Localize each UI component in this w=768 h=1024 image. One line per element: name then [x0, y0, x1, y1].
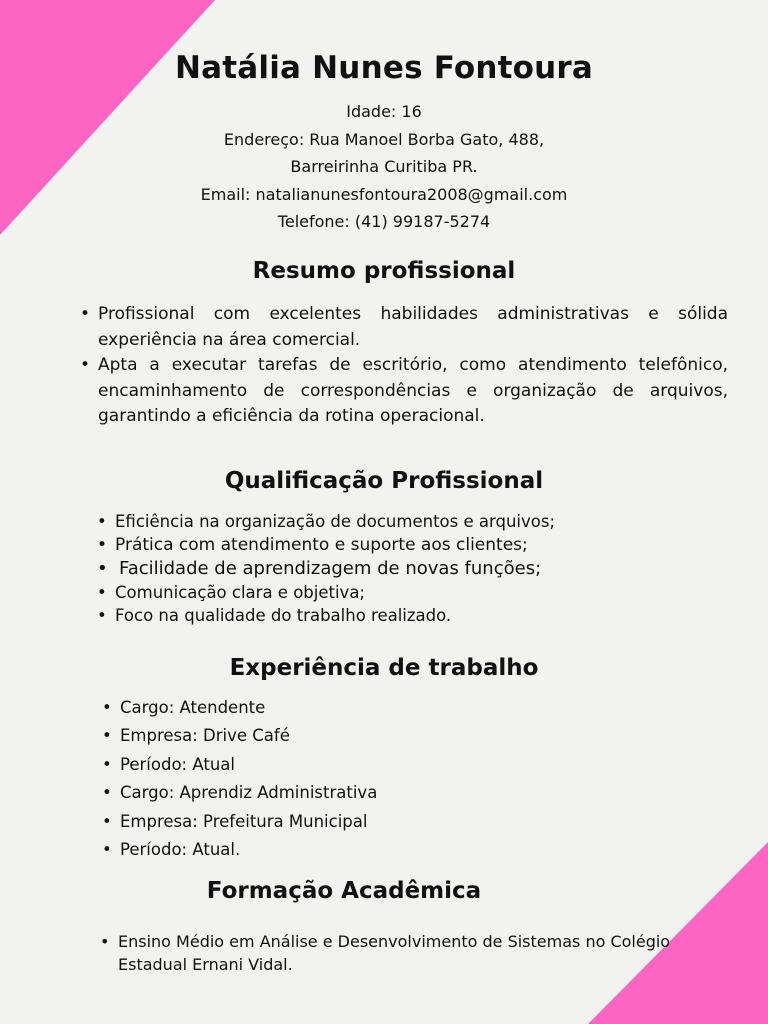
age-line: Idade: 16: [346, 102, 422, 121]
email-line: Email: natalianunesfontoura2008@gmail.com: [200, 184, 568, 204]
list-item: • Empresa: Prefeitura Municipal: [120, 808, 620, 836]
experiencia-list: [120, 694, 620, 864]
list-item: • Ensino Médio em Análise e Desenvolvimento de Sistemas no Colégio Estadual Ernani Vidal.: [118, 930, 678, 976]
list-item: • Profissional com excelentes habilidades administrativas e sólida experiência na área comercial.: [98, 302, 728, 353]
list-item: • Período: Atual.: [120, 836, 620, 864]
qualificacao-list: [115, 510, 715, 628]
list-item: • Foco na qualidade do trabalho realizado.: [115, 604, 715, 628]
list-item: • Cargo: Atendente: [120, 694, 620, 722]
list-item: • Eficiência na organização de documentos e arquivos;: [115, 510, 715, 534]
section-title-resumo: Resumo profissional: [252, 258, 516, 284]
list-item: • Apta a executar tarefas de escritório, como atendimento telefônico, encaminhamento de correspondências e organização de arquivos, garantindo a eficiência da rotina operacional.: [98, 353, 728, 430]
candidate-name: Natália Nunes Fontoura: [175, 50, 593, 86]
resumo-list: [98, 302, 728, 430]
phone-line: Telefone: (41) 99187-5274: [277, 212, 491, 231]
formacao-list: [118, 930, 678, 976]
section-title-experiencia: Experiência de trabalho: [229, 655, 539, 681]
contact-info: [0, 98, 768, 236]
list-item: • Prática com atendimento e suporte aos clientes;: [115, 534, 715, 558]
address-line-2: Barreirinha Curitiba PR.: [290, 157, 478, 176]
section-title-formacao: Formação Acadêmica: [206, 878, 482, 904]
section-title-qualificacao: Qualificação Profissional: [224, 468, 544, 494]
list-item: • Período: Atual: [120, 751, 620, 779]
address-line-1: Endereço: Rua Manoel Borba Gato, 488,: [223, 129, 545, 149]
list-item: • Facilidade de aprendizagem de novas funções;: [119, 557, 719, 581]
list-item: • Empresa: Drive Café: [120, 722, 620, 750]
list-item: • Comunicação clara e objetiva;: [115, 581, 715, 605]
list-item: • Cargo: Aprendiz Administrativa: [120, 779, 620, 807]
